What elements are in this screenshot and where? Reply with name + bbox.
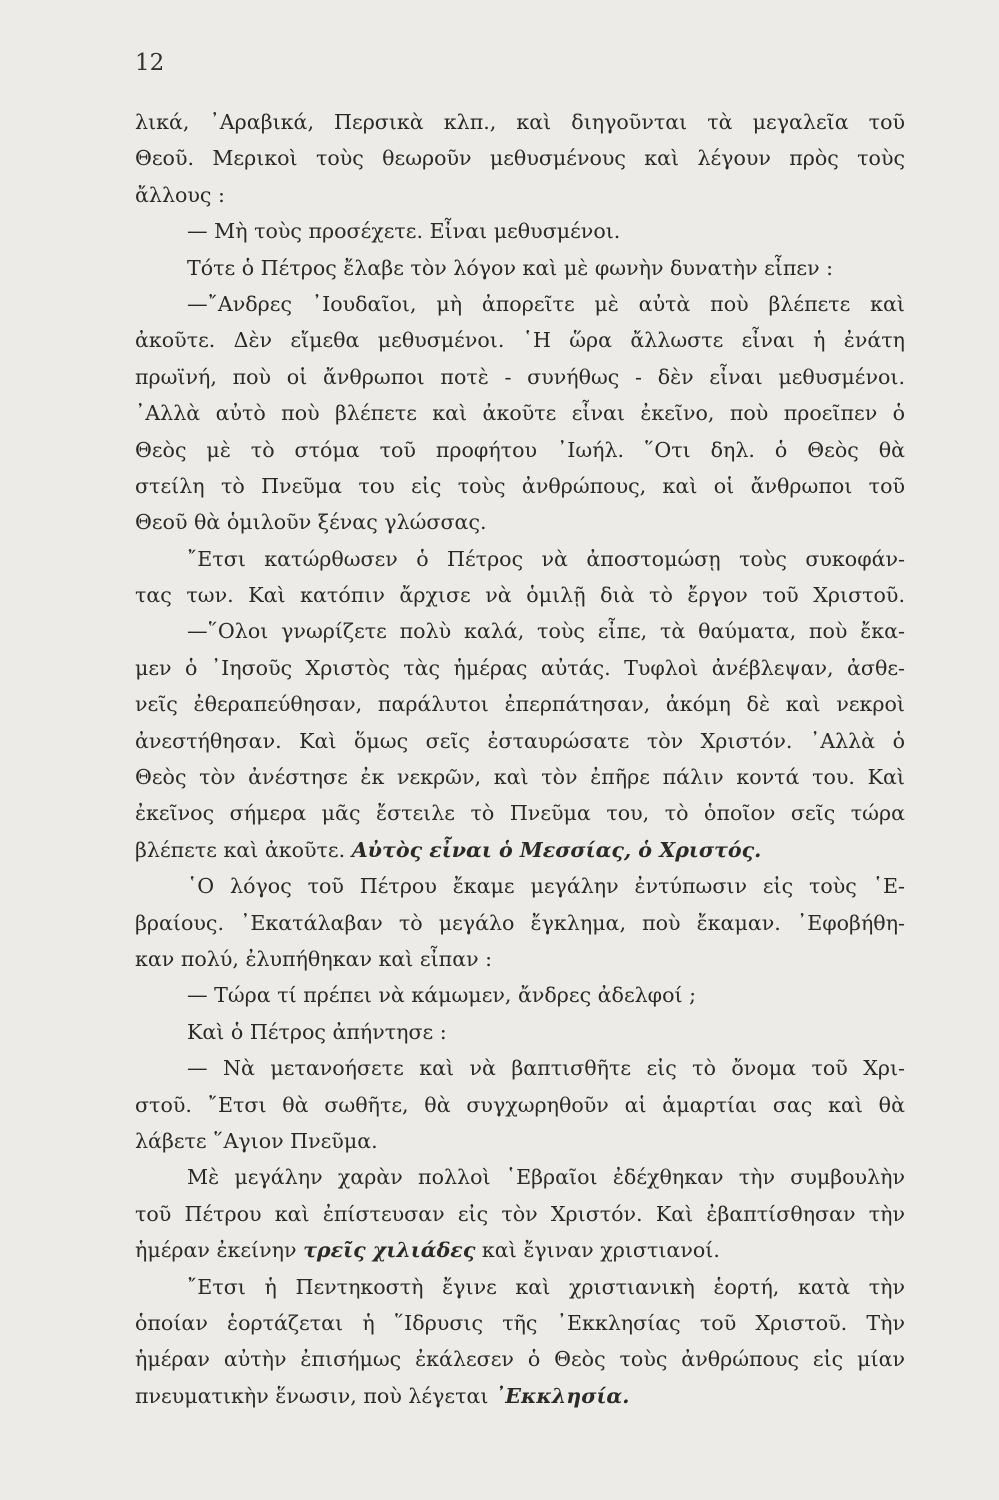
text-line: τας των. Καὶ κατόπιν ἄρχισε νὰ ὁμιλῇ διὰ τὸ ἔργον τοῦ Χριστοῦ.: [135, 583, 905, 608]
text-line: —῎Ανδρες ᾿Ιουδαῖοι, μὴ ἀπορεῖτε μὲ αὐτὰ ποὺ βλέπετε καὶ: [187, 291, 905, 316]
text-line: ἀκοῦτε. Δὲν εἴμεθα μεθυσμένοι. ῾Η ὥρα ἄλλωστε εἶναι ἡ ἐνάτη: [135, 328, 905, 353]
text-line: Θεὸς τὸν ἀνέστησε ἐκ νεκρῶν, καὶ τὸν ἐπῆρε πάλιν κοντά του. Καὶ: [135, 765, 905, 790]
text-line: τοῦ Πέτρου καὶ ἐπίστευσαν εἰς τὸν Χριστόν. Καὶ ἐβαπτίσθησαν τὴν: [135, 1201, 905, 1226]
text-line: ἀνεστήθησαν. Καὶ ὅμως σεῖς ἐσταυρώσατε τὸν Χριστόν. ᾿Αλλὰ ὁ: [135, 728, 905, 753]
text-line: — Μὴ τοὺς προσέχετε. Εἶναι μεθυσμένοι.: [187, 219, 621, 244]
text-line: Θεοῦ. Μερικοὶ τοὺς θεωροῦν μεθυσμένους καὶ λέγουν πρὸς τοὺς: [135, 146, 905, 171]
text-line: Τότε ὁ Πέτρος ἔλαβε τὸν λόγον καὶ μὲ φωνὴν δυνατὴν εἶπεν :: [187, 255, 834, 280]
text-line: λικά, ᾿Αραβικά, Περσικὰ κλπ., καὶ διηγοῦνται τὰ μεγαλεῖα τοῦ: [135, 110, 905, 134]
page-number: 12: [135, 50, 165, 76]
text-line: [135, 832, 905, 868]
text-line: — Νὰ μετανοήσετε καὶ νὰ βαπτισθῆτε εἰς τὸ ὄνομα τοῦ Χρι-: [187, 1056, 905, 1081]
text-line: Θεὸς μὲ τὸ στόμα τοῦ προφήτου ᾿Ιωήλ. ῞Οτι δηλ. ὁ Θεὸς θὰ: [135, 437, 905, 462]
emphasized-text: ᾿Εκκλησία.: [495, 1383, 630, 1408]
text-line: λάβετε ῞Αγιον Πνεῦμα.: [135, 1128, 378, 1153]
text-line: — Τώρα τί πρέπει νὰ κάμωμεν, ἄνδρες ἀδελφοί ;: [187, 983, 697, 1008]
text-line: Θεοῦ θὰ ὁμιλοῦν ξένας γλώσσας.: [135, 510, 487, 535]
emphasized-text: Αὐτὸς εἶναι ὁ Μεσσίας, ὁ Χριστός.: [351, 837, 762, 862]
text-line: μεν ὁ ᾿Ιησοῦς Χριστὸς τὰς ἡμέρας αὐτάς. Τυφλοὶ ἀνέβλεψαν, ἀσθε-: [135, 655, 905, 680]
text-line: νεῖς ἐθεραπεύθησαν, παράλυτοι ἐπερπάτησαν, ἀκόμη δὲ καὶ νεκροὶ: [135, 692, 905, 717]
text-line: Μὲ μεγάλην χαρὰν πολλοὶ ῾Εβραῖοι ἐδέχθηκαν τὴν συμβουλὴν: [187, 1165, 905, 1190]
line-text: βλέπετε καὶ ἀκοῦτε.: [135, 837, 346, 862]
text-line: ᾿Αλλὰ αὐτὸ ποὺ βλέπετε καὶ ἀκοῦτε εἶναι ἐκεῖνο, ποὺ προεῖπεν ὁ: [135, 401, 905, 426]
text-line: [135, 1378, 905, 1414]
text-line: ὁποίαν ἑορτάζεται ἡ ῞Ιδρυσις τῆς ᾿Εκκλησίας τοῦ Χριστοῦ. Τὴν: [135, 1310, 905, 1335]
text-line: ἡμέραν αὐτὴν ἐπισήμως ἐκάλεσεν ὁ Θεὸς τοὺς ἀνθρώπους εἰς μίαν: [135, 1347, 905, 1372]
text-line: ῎Ετσι ἡ Πεντηκοστὴ ἔγινε καὶ χριστιανικὴ ἑορτή, κατὰ τὴν: [187, 1274, 905, 1299]
text-line: ῎Ετσι κατώρθωσεν ὁ Πέτρος νὰ ἀποστομώσῃ τοὺς συκοφάν-: [187, 546, 905, 571]
body-text: [135, 104, 905, 1414]
text-line: στείλη τὸ Πνεῦμα του εἰς τοὺς ἀνθρώπους, καὶ οἱ ἄνθρωποι τοῦ: [135, 473, 905, 498]
text-line: ἐκεῖνος σήμερα μᾶς ἔστειλε τὸ Πνεῦμα του, τὸ ὁποῖον σεῖς τώρα: [135, 801, 905, 826]
text-line: πρωϊνή, ποὺ οἱ ἄνθρωποι ποτὲ - συνήθως - δὲν εἶναι μεθυσμένοι.: [135, 364, 905, 389]
text-line: καν πολύ, ἐλυπήθηκαν καὶ εἶπαν :: [135, 946, 493, 971]
line-text: ἡμέραν ἐκείνην: [135, 1238, 297, 1263]
text-line: βραίους. ᾿Εκατάλαβαν τὸ μεγάλο ἔγκλημα, ποὺ ἔκαμαν. ᾿Εφοβήθη-: [135, 910, 905, 935]
text-line: ῾Ο λόγος τοῦ Πέτρου ἔκαμε μεγάλην ἐντύπωσιν εἰς τοὺς ῾Ε-: [187, 874, 905, 899]
line-text-after: καὶ ἔγιναν χριστιανοί.: [481, 1238, 720, 1263]
text-line: —῞Ολοι γνωρίζετε πολὺ καλά, τοὺς εἶπε, τὰ θαύματα, ποὺ ἔκα-: [187, 619, 905, 644]
text-line: [135, 1232, 905, 1268]
line-text: πνευματικὴν ἕνωσιν, ποὺ λέγεται: [135, 1383, 489, 1408]
text-line: Καὶ ὁ Πέτρος ἀπήντησε :: [187, 1019, 447, 1044]
emphasized-text: τρεῖς χιλιάδες: [303, 1238, 476, 1263]
text-line: ἄλλους :: [135, 182, 225, 207]
text-line: στοῦ. ῎Ετσι θὰ σωθῆτε, θὰ συγχωρηθοῦν αἱ ἁμαρτίαι σας καὶ θὰ: [135, 1092, 905, 1117]
